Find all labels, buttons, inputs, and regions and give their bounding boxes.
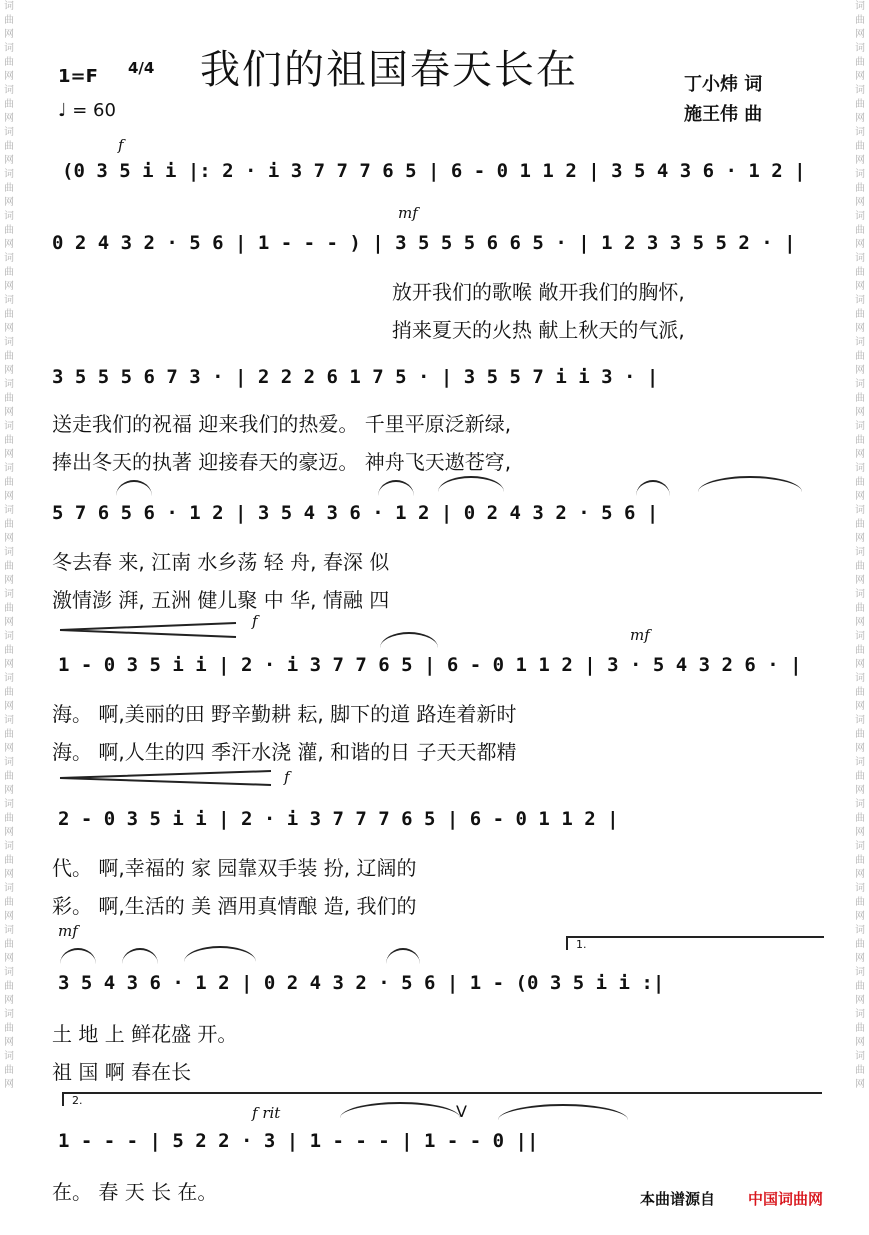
lyric-row-4-verse-1: 冬去春 来, 江南 水乡荡 轻 舟, 春深 似 (52, 550, 390, 574)
slur (386, 948, 420, 964)
dynamic-mf: mf (398, 204, 418, 222)
watermark-left: 词曲网词曲网词曲网词曲网词曲网词曲网词曲网词曲网词曲网词曲网词曲网词曲网词曲网词曲网词曲网词曲网词曲网词曲网词曲网词曲网词曲网词曲网词曲网词曲网词曲网词曲网 (4, 1, 14, 1090)
slur (184, 946, 256, 962)
slur (438, 476, 504, 492)
notation-row-2: 0 2 4 3 2 · 5 6 | 1 - - - ) | 3 5 5 5 6 6 5 · | 1 2 3 3 5 5 2 · | (52, 232, 796, 254)
key-signature: 1=F (58, 66, 98, 87)
lyric-row-7-verse-2: 祖 国 啊 春在长 (52, 1060, 192, 1084)
lyric-row-3-verse-2: 捧出冬天的执著 迎接春天的豪迈。 神舟飞天遨苍穹, (52, 450, 512, 474)
breath-mark: V (456, 1102, 467, 1121)
slur (380, 632, 438, 648)
notation-row-5: 1 - 0 3 5 i i | 2 · i 3 7 7 6 5 | 6 - 0 1 1 2 | 3 · 5 4 3 2 6 · | (58, 654, 802, 676)
notation-row-6: 2 - 0 3 5 i i | 2 · i 3 7 7 7 6 5 | 6 - 0 1 1 2 | (58, 808, 619, 830)
tempo-marking: ♩ = 60 (58, 100, 116, 121)
crescendo-hairpin (58, 770, 273, 786)
lyric-row-5-verse-2: 海。 啊,人生的四 季汗水浇 灌, 和谐的日 子天天都精 (52, 740, 517, 764)
dynamic-f: f (118, 136, 124, 154)
lyric-row-6-verse-2: 彩。 啊,生活的 美 酒用真情酿 造, 我们的 (52, 894, 417, 918)
composer-credit: 施王伟 曲 (684, 104, 763, 125)
slur (122, 948, 158, 964)
lyric-row-6-verse-1: 代。 啊,幸福的 家 园靠双手装 扮, 辽阔的 (52, 856, 417, 880)
volta-1-label: 1. (576, 938, 587, 951)
slur (116, 480, 152, 496)
lyric-row-2-verse-1: 放开我们的歌喉 敞开我们的胸怀, (392, 280, 685, 304)
song-title: 我们的祖国春天长在 (200, 47, 578, 93)
lyric-row-8-verse-1: 在。 春 天 长 在。 (52, 1180, 218, 1204)
slur (60, 948, 96, 964)
lyric-row-4-verse-2: 激情澎 湃, 五洲 健儿聚 中 华, 情融 四 (52, 588, 390, 612)
time-signature: 4/4 (128, 59, 155, 77)
notation-row-4: 5 7 6 5 6 · 1 2 | 3 5 4 3 6 · 1 2 | 0 2 4 3 2 · 5 6 | (52, 502, 659, 524)
notation-row-3: 3 5 5 5 6 7 3 · | 2 2 2 6 1 7 5 · | 3 5 5 7 i i 3 · | (52, 366, 659, 388)
footer-source-text: 本曲谱源自 (640, 1190, 716, 1208)
dynamic-f-rit: f rit (252, 1104, 281, 1122)
volta-2-bracket (62, 1092, 822, 1106)
lyric-row-3-verse-1: 送走我们的祝福 迎来我们的热爱。 千里平原泛新绿, (52, 412, 512, 436)
watermark-right: 词曲网词曲网词曲网词曲网词曲网词曲网词曲网词曲网词曲网词曲网词曲网词曲网词曲网词曲网词曲网词曲网词曲网词曲网词曲网词曲网词曲网词曲网词曲网词曲网词曲网词曲网 (855, 1, 865, 1090)
slur (636, 480, 670, 496)
lyricist-credit: 丁小炜 词 (684, 74, 763, 95)
notation-row-7: 3 5 4 3 6 · 1 2 | 0 2 4 3 2 · 5 6 | 1 - (0 3 5 i i :| (58, 972, 665, 994)
slur (698, 476, 802, 492)
volta-1-bracket (566, 936, 824, 950)
volta-2-label: 2. (72, 1094, 83, 1107)
crescendo-hairpin (58, 622, 238, 638)
notation-row-1: (0 3 5 i i |: 2 · i 3 7 7 7 6 5 | 6 - 0 1 1 2 | 3 5 4 3 6 · 1 2 | (62, 160, 806, 182)
lyric-row-2-verse-2: 捎来夏天的火热 献上秋天的气派, (392, 318, 685, 342)
lyric-row-5-verse-1: 海。 啊,美丽的田 野辛勤耕 耘, 脚下的道 路连着新时 (52, 702, 517, 726)
slur (378, 480, 414, 496)
lyric-row-7-verse-1: 土 地 上 鲜花盛 开。 (52, 1022, 238, 1046)
dynamic-f: f (284, 768, 290, 786)
dynamic-mf: mf (630, 626, 650, 644)
notation-row-8: 1 - - - | 5 2 2 · 3 | 1 - - - | 1 - - 0 || (58, 1130, 539, 1152)
dynamic-f: f (252, 612, 258, 630)
slur (498, 1104, 628, 1120)
dynamic-mf: mf (58, 922, 78, 940)
footer-site-link[interactable]: 中国词曲网 (748, 1190, 824, 1208)
